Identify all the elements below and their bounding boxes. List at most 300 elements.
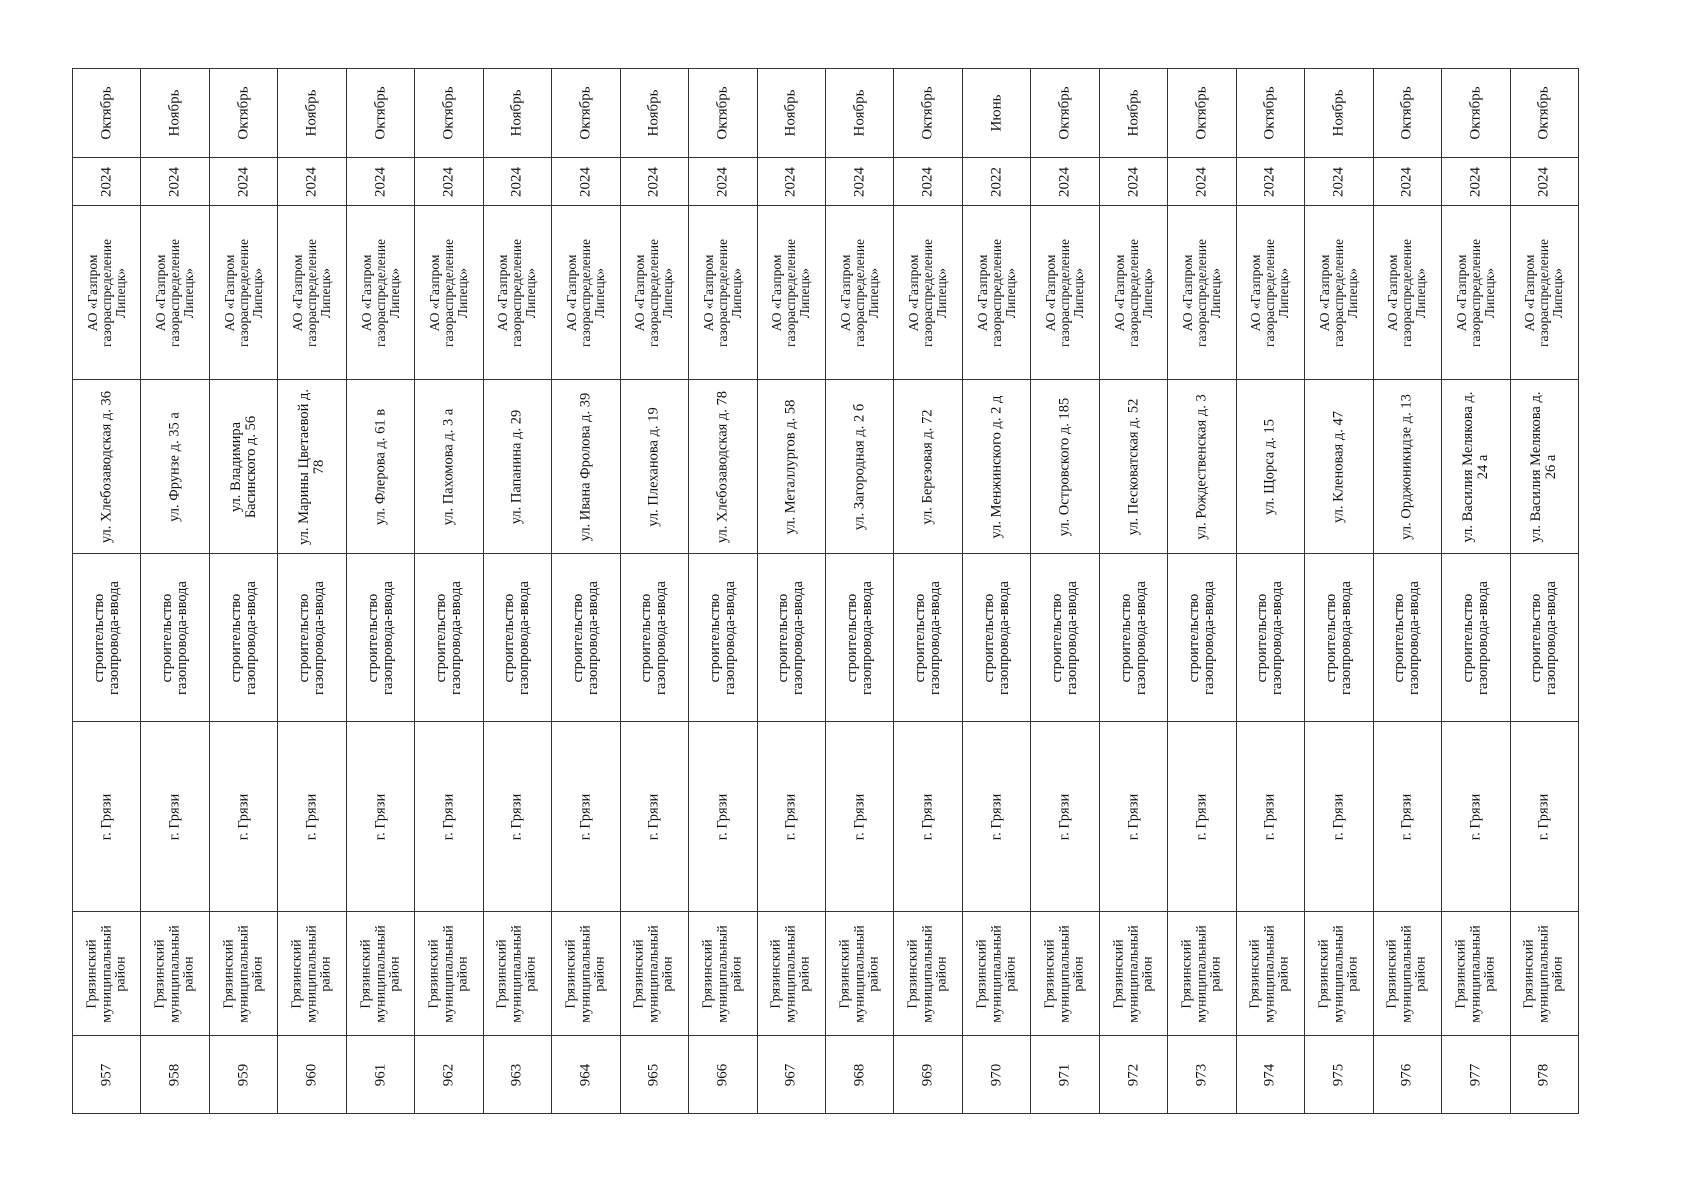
work-type-text: строительство газопровода-ввода bbox=[1049, 580, 1081, 695]
row-number-text: 964 bbox=[577, 1063, 594, 1086]
work-type-text: строительство газопровода-ввода bbox=[912, 580, 944, 695]
row-number-text: 958 bbox=[166, 1063, 183, 1086]
year-text: 2024 bbox=[782, 166, 799, 197]
address-text: ул. Песковатская д. 52 bbox=[1125, 398, 1142, 535]
organization-text: АО «Газпром газораспределение Липецк» bbox=[906, 238, 950, 347]
settlement-cell bbox=[1305, 722, 1372, 912]
row-number-text: 973 bbox=[1193, 1063, 1210, 1086]
year-cell bbox=[484, 158, 551, 206]
row-number-text: 971 bbox=[1056, 1063, 1073, 1086]
address-text: ул. Хлебозаводская д. 78 bbox=[714, 390, 731, 543]
address-text: ул. Плеханова д. 19 bbox=[645, 406, 662, 527]
year-cell bbox=[415, 158, 482, 206]
organization-cell bbox=[963, 206, 1030, 380]
work-type-cell bbox=[552, 554, 619, 722]
row-number-cell bbox=[963, 1036, 1030, 1114]
row-number-text: 959 bbox=[235, 1063, 252, 1086]
year-text: 2024 bbox=[508, 166, 525, 197]
month-cell bbox=[1374, 68, 1441, 158]
settlement-text: г. Грязи bbox=[440, 793, 457, 840]
address-text: ул. Фрунзе д. 35 а bbox=[166, 411, 183, 522]
district-text: Грязинский муниципальный район bbox=[1247, 924, 1292, 1023]
district-cell bbox=[552, 912, 619, 1036]
month-cell bbox=[73, 68, 140, 158]
year-cell bbox=[621, 158, 688, 206]
month-cell bbox=[415, 68, 482, 158]
address-text: ул. Хлебозаводская д. 36 bbox=[98, 390, 115, 543]
organization-cell bbox=[1100, 206, 1167, 380]
row-number-cell bbox=[621, 1036, 688, 1114]
address-text: ул. Щорса д. 15 bbox=[1261, 418, 1278, 515]
organization-cell bbox=[1237, 206, 1304, 380]
settlement-text: г. Грязи bbox=[235, 793, 252, 840]
row-number-cell bbox=[894, 1036, 961, 1114]
settlement-cell bbox=[1511, 722, 1578, 912]
organization-text: АО «Газпром газораспределение Липецк» bbox=[1316, 238, 1360, 347]
row-number-cell bbox=[1305, 1036, 1372, 1114]
address-cell bbox=[621, 380, 688, 554]
address-cell bbox=[1031, 380, 1098, 554]
year-cell bbox=[1374, 158, 1441, 206]
work-type-text: строительство газопровода-ввода bbox=[432, 580, 464, 695]
table-row bbox=[1031, 68, 1099, 1114]
month-cell bbox=[1168, 68, 1235, 158]
month-text: Октябрь bbox=[1467, 86, 1484, 140]
table-row bbox=[963, 68, 1031, 1114]
year-text: 2024 bbox=[1125, 166, 1142, 197]
table-row bbox=[1237, 68, 1305, 1114]
year-cell bbox=[278, 158, 345, 206]
work-type-text: строительство газопровода-ввода bbox=[706, 580, 738, 695]
month-cell bbox=[689, 68, 756, 158]
organization-cell bbox=[73, 206, 140, 380]
organization-cell bbox=[894, 206, 961, 380]
settlement-cell bbox=[826, 722, 893, 912]
year-text: 2024 bbox=[372, 166, 389, 197]
settlement-text: г. Грязи bbox=[508, 793, 525, 840]
organization-cell bbox=[347, 206, 414, 380]
year-text: 2022 bbox=[988, 166, 1005, 197]
year-cell bbox=[347, 158, 414, 206]
year-cell bbox=[689, 158, 756, 206]
work-type-text: строительство газопровода-ввода bbox=[1459, 580, 1491, 695]
organization-text: АО «Газпром газораспределение Липецк» bbox=[1248, 238, 1292, 347]
district-text: Грязинский муниципальный район bbox=[220, 924, 265, 1023]
address-text: ул. Василия Мелякова д. 26 а bbox=[1528, 391, 1560, 543]
organization-text: АО «Газпром газораспределение Липецк» bbox=[974, 238, 1018, 347]
organization-text: АО «Газпром газораспределение Липецк» bbox=[632, 238, 676, 347]
month-cell bbox=[963, 68, 1030, 158]
organization-cell bbox=[278, 206, 345, 380]
year-cell bbox=[141, 158, 208, 206]
year-text: 2024 bbox=[1056, 166, 1073, 197]
address-cell bbox=[689, 380, 756, 554]
month-text: Октябрь bbox=[235, 86, 252, 140]
work-type-cell bbox=[484, 554, 551, 722]
district-text: Грязинский муниципальный район bbox=[768, 924, 813, 1023]
settlement-text: г. Грязи bbox=[98, 793, 115, 840]
row-number-cell bbox=[758, 1036, 825, 1114]
year-text: 2024 bbox=[98, 166, 115, 197]
district-cell bbox=[415, 912, 482, 1036]
table-row bbox=[1511, 68, 1579, 1114]
address-cell bbox=[210, 380, 277, 554]
district-cell bbox=[1511, 912, 1578, 1036]
table-row bbox=[141, 68, 209, 1114]
settlement-cell bbox=[552, 722, 619, 912]
work-type-text: строительство газопровода-ввода bbox=[843, 580, 875, 695]
settlement-text: г. Грязи bbox=[1535, 793, 1552, 840]
table-row bbox=[1305, 68, 1373, 1114]
district-text: Грязинский муниципальный район bbox=[357, 924, 402, 1023]
district-cell bbox=[1031, 912, 1098, 1036]
year-text: 2024 bbox=[1467, 166, 1484, 197]
district-text: Грязинский муниципальный район bbox=[1316, 924, 1361, 1023]
district-text: Грязинский муниципальный район bbox=[700, 924, 745, 1023]
row-number-cell bbox=[1511, 1036, 1578, 1114]
settlement-text: г. Грязи bbox=[1330, 793, 1347, 840]
table-row bbox=[415, 68, 483, 1114]
row-number-text: 976 bbox=[1398, 1063, 1415, 1086]
district-text: Грязинский муниципальный район bbox=[289, 924, 334, 1023]
month-cell bbox=[1100, 68, 1167, 158]
work-type-text: строительство газопровода-ввода bbox=[296, 580, 328, 695]
work-type-text: строительство газопровода-ввода bbox=[1117, 580, 1149, 695]
address-cell bbox=[1511, 380, 1578, 554]
organization-text: АО «Газпром газораспределение Липецк» bbox=[1385, 238, 1429, 347]
work-type-cell bbox=[894, 554, 961, 722]
work-type-cell bbox=[278, 554, 345, 722]
settlement-cell bbox=[484, 722, 551, 912]
year-cell bbox=[1168, 158, 1235, 206]
month-cell bbox=[1031, 68, 1098, 158]
district-cell bbox=[621, 912, 688, 1036]
organization-text: АО «Газпром газораспределение Липецк» bbox=[153, 238, 197, 347]
address-cell bbox=[73, 380, 140, 554]
table-row bbox=[484, 68, 552, 1114]
address-cell bbox=[1237, 380, 1304, 554]
work-type-cell bbox=[621, 554, 688, 722]
row-number-cell bbox=[210, 1036, 277, 1114]
settlement-text: г. Грязи bbox=[577, 793, 594, 840]
year-text: 2024 bbox=[303, 166, 320, 197]
district-cell bbox=[758, 912, 825, 1036]
table-row bbox=[826, 68, 894, 1114]
row-number-text: 975 bbox=[1330, 1063, 1347, 1086]
settlement-text: г. Грязи bbox=[1261, 793, 1278, 840]
month-text: Ноябрь bbox=[1330, 89, 1347, 137]
organization-cell bbox=[210, 206, 277, 380]
district-cell bbox=[1168, 912, 1235, 1036]
organization-cell bbox=[1031, 206, 1098, 380]
work-type-cell bbox=[963, 554, 1030, 722]
district-cell bbox=[484, 912, 551, 1036]
row-number-cell bbox=[1100, 1036, 1167, 1114]
work-type-cell bbox=[689, 554, 756, 722]
settlement-cell bbox=[1100, 722, 1167, 912]
district-text: Грязинский муниципальный район bbox=[152, 924, 197, 1023]
row-number-cell bbox=[1168, 1036, 1235, 1114]
month-cell bbox=[141, 68, 208, 158]
month-cell bbox=[347, 68, 414, 158]
organization-cell bbox=[1511, 206, 1578, 380]
row-number-cell bbox=[1237, 1036, 1304, 1114]
month-cell bbox=[826, 68, 893, 158]
settlement-cell bbox=[621, 722, 688, 912]
year-text: 2024 bbox=[1535, 166, 1552, 197]
work-type-text: строительство газопровода-ввода bbox=[1254, 580, 1286, 695]
settlement-text: г. Грязи bbox=[372, 793, 389, 840]
month-text: Октябрь bbox=[919, 86, 936, 140]
month-cell bbox=[278, 68, 345, 158]
district-cell bbox=[1442, 912, 1509, 1036]
row-number-cell bbox=[415, 1036, 482, 1114]
row-number-cell bbox=[141, 1036, 208, 1114]
month-cell bbox=[758, 68, 825, 158]
district-cell bbox=[1237, 912, 1304, 1036]
organization-cell bbox=[621, 206, 688, 380]
address-cell bbox=[1305, 380, 1372, 554]
month-text: Ноябрь bbox=[782, 89, 799, 137]
work-type-text: строительство газопровода-ввода bbox=[90, 580, 122, 695]
district-cell bbox=[210, 912, 277, 1036]
month-text: Ноябрь bbox=[645, 89, 662, 137]
work-type-cell bbox=[826, 554, 893, 722]
year-cell bbox=[552, 158, 619, 206]
row-number-cell bbox=[826, 1036, 893, 1114]
district-text: Грязинский муниципальный район bbox=[1453, 924, 1498, 1023]
organization-cell bbox=[141, 206, 208, 380]
row-number-text: 966 bbox=[714, 1063, 731, 1086]
address-cell bbox=[1374, 380, 1441, 554]
address-text: ул. Кленовая д. 47 bbox=[1330, 410, 1347, 523]
work-type-cell bbox=[1168, 554, 1235, 722]
address-cell bbox=[278, 380, 345, 554]
row-number-text: 957 bbox=[98, 1063, 115, 1086]
organization-text: АО «Газпром газораспределение Липецк» bbox=[221, 238, 265, 347]
row-number-text: 962 bbox=[440, 1063, 457, 1086]
row-number-text: 965 bbox=[645, 1063, 662, 1086]
work-type-cell bbox=[1031, 554, 1098, 722]
organization-text: АО «Газпром газораспределение Липецк» bbox=[84, 238, 128, 347]
month-text: Октябрь bbox=[372, 86, 389, 140]
work-type-text: строительство газопровода-ввода bbox=[638, 580, 670, 695]
address-text: ул. Орджоникидзе д. 13 bbox=[1398, 393, 1415, 540]
district-cell bbox=[689, 912, 756, 1036]
district-text: Грязинский муниципальный район bbox=[1110, 924, 1155, 1023]
table-row bbox=[210, 68, 278, 1114]
address-cell bbox=[826, 380, 893, 554]
district-text: Грязинский муниципальный район bbox=[973, 924, 1018, 1023]
organization-cell bbox=[1442, 206, 1509, 380]
district-text: Грязинский муниципальный район bbox=[426, 924, 471, 1023]
year-cell bbox=[73, 158, 140, 206]
work-type-text: строительство газопровода-ввода bbox=[364, 580, 396, 695]
settlement-text: г. Грязи bbox=[1467, 793, 1484, 840]
row-number-text: 970 bbox=[988, 1063, 1005, 1086]
address-cell bbox=[415, 380, 482, 554]
work-type-text: строительство газопровода-ввода bbox=[569, 580, 601, 695]
district-cell bbox=[1100, 912, 1167, 1036]
organization-cell bbox=[689, 206, 756, 380]
district-cell bbox=[73, 912, 140, 1036]
organization-cell bbox=[415, 206, 482, 380]
row-number-cell bbox=[552, 1036, 619, 1114]
month-cell bbox=[1305, 68, 1372, 158]
year-text: 2024 bbox=[1193, 166, 1210, 197]
year-text: 2024 bbox=[919, 166, 936, 197]
row-number-cell bbox=[1442, 1036, 1509, 1114]
month-text: Ноябрь bbox=[166, 89, 183, 137]
settlement-text: г. Грязи bbox=[714, 793, 731, 840]
organization-text: АО «Газпром газораспределение Липецк» bbox=[426, 238, 470, 347]
year-text: 2024 bbox=[440, 166, 457, 197]
work-type-text: строительство газопровода-ввода bbox=[501, 580, 533, 695]
table-row bbox=[347, 68, 415, 1114]
address-text: ул. Рождественская д. 3 bbox=[1193, 393, 1210, 540]
address-text: ул. Марины Цветаевой д. 78 bbox=[296, 388, 328, 545]
settlement-cell bbox=[347, 722, 414, 912]
month-text: Октябрь bbox=[714, 86, 731, 140]
row-number-cell bbox=[689, 1036, 756, 1114]
row-number-text: 972 bbox=[1125, 1063, 1142, 1086]
organization-text: АО «Газпром газораспределение Липецк» bbox=[563, 238, 607, 347]
year-text: 2024 bbox=[166, 166, 183, 197]
year-text: 2024 bbox=[1398, 166, 1415, 197]
month-text: Октябрь bbox=[1261, 86, 1278, 140]
table-row bbox=[1100, 68, 1168, 1114]
organization-text: АО «Газпром газораспределение Липецк» bbox=[358, 238, 402, 347]
work-type-cell bbox=[141, 554, 208, 722]
settlement-cell bbox=[1031, 722, 1098, 912]
settlement-text: г. Грязи bbox=[782, 793, 799, 840]
month-text: Октябрь bbox=[1535, 86, 1552, 140]
address-cell bbox=[552, 380, 619, 554]
organization-text: АО «Газпром газораспределение Липецк» bbox=[1179, 238, 1223, 347]
year-cell bbox=[894, 158, 961, 206]
month-cell bbox=[552, 68, 619, 158]
address-text: ул. Флерова д. 61 в bbox=[372, 408, 389, 525]
work-type-text: строительство газопровода-ввода bbox=[159, 580, 191, 695]
month-text: Октябрь bbox=[440, 86, 457, 140]
month-cell bbox=[1237, 68, 1304, 158]
settlement-cell bbox=[1237, 722, 1304, 912]
settlement-text: г. Грязи bbox=[1056, 793, 1073, 840]
district-cell bbox=[141, 912, 208, 1036]
settlement-cell bbox=[758, 722, 825, 912]
work-type-cell bbox=[347, 554, 414, 722]
year-cell bbox=[758, 158, 825, 206]
district-text: Грязинский муниципальный район bbox=[1521, 924, 1566, 1023]
district-text: Грязинский муниципальный район bbox=[905, 924, 950, 1023]
settlement-text: г. Грязи bbox=[919, 793, 936, 840]
organization-cell bbox=[484, 206, 551, 380]
district-text: Грязинский муниципальный район bbox=[1179, 924, 1224, 1023]
year-text: 2024 bbox=[235, 166, 252, 197]
month-cell bbox=[1511, 68, 1578, 158]
table-row bbox=[621, 68, 689, 1114]
table-row bbox=[1168, 68, 1236, 1114]
year-text: 2024 bbox=[714, 166, 731, 197]
table-row bbox=[894, 68, 962, 1114]
year-cell bbox=[210, 158, 277, 206]
month-cell bbox=[210, 68, 277, 158]
month-text: Октябрь bbox=[98, 86, 115, 140]
month-cell bbox=[621, 68, 688, 158]
work-type-cell bbox=[73, 554, 140, 722]
address-text: ул. Василия Мелякова д. 24 а bbox=[1459, 391, 1491, 543]
row-number-text: 968 bbox=[851, 1063, 868, 1086]
address-cell bbox=[758, 380, 825, 554]
month-cell bbox=[484, 68, 551, 158]
work-type-cell bbox=[210, 554, 277, 722]
work-type-cell bbox=[1374, 554, 1441, 722]
work-type-cell bbox=[1305, 554, 1372, 722]
address-text: ул. Владимира Басинского д. 56 bbox=[227, 415, 259, 518]
settlement-cell bbox=[210, 722, 277, 912]
table-row bbox=[552, 68, 620, 1114]
table-row bbox=[278, 68, 346, 1114]
table-row bbox=[758, 68, 826, 1114]
work-type-text: строительство газопровода-ввода bbox=[1391, 580, 1423, 695]
month-text: Ноябрь bbox=[508, 89, 525, 137]
district-cell bbox=[347, 912, 414, 1036]
year-text: 2024 bbox=[1330, 166, 1347, 197]
settlement-text: г. Грязи bbox=[1125, 793, 1142, 840]
district-text: Грязинский муниципальный район bbox=[494, 924, 539, 1023]
district-cell bbox=[1305, 912, 1372, 1036]
district-cell bbox=[826, 912, 893, 1036]
year-cell bbox=[1031, 158, 1098, 206]
address-text: ул. Загородная д. 2 б bbox=[851, 403, 868, 530]
work-type-cell bbox=[1511, 554, 1578, 722]
organization-cell bbox=[1374, 206, 1441, 380]
address-cell bbox=[1442, 380, 1509, 554]
work-type-text: строительство газопровода-ввода bbox=[1322, 580, 1354, 695]
district-text: Грязинский муниципальный район bbox=[1384, 924, 1429, 1023]
settlement-cell bbox=[689, 722, 756, 912]
address-cell bbox=[963, 380, 1030, 554]
settlement-cell bbox=[1442, 722, 1509, 912]
month-text: Ноябрь bbox=[303, 89, 320, 137]
address-cell bbox=[141, 380, 208, 554]
address-text: ул. Березовая д. 72 bbox=[919, 408, 936, 525]
district-cell bbox=[1374, 912, 1441, 1036]
gas-connection-table bbox=[72, 68, 1579, 1114]
year-text: 2024 bbox=[851, 166, 868, 197]
organization-text: АО «Газпром газораспределение Липецк» bbox=[1522, 238, 1566, 347]
month-text: Июнь bbox=[988, 94, 1005, 132]
row-number-cell bbox=[1374, 1036, 1441, 1114]
organization-cell bbox=[758, 206, 825, 380]
address-cell bbox=[1168, 380, 1235, 554]
organization-cell bbox=[826, 206, 893, 380]
year-text: 2024 bbox=[645, 166, 662, 197]
row-number-text: 969 bbox=[919, 1063, 936, 1086]
district-text: Грязинский муниципальный район bbox=[83, 924, 128, 1023]
organization-cell bbox=[552, 206, 619, 380]
organization-cell bbox=[1168, 206, 1235, 380]
district-text: Грязинский муниципальный район bbox=[563, 924, 608, 1023]
settlement-cell bbox=[278, 722, 345, 912]
organization-text: АО «Газпром газораспределение Липецк» bbox=[769, 238, 813, 347]
address-text: ул. Менжинского д. 2 д bbox=[988, 395, 1005, 538]
organization-text: АО «Газпром газораспределение Липецк» bbox=[1111, 238, 1155, 347]
address-text: ул. Папанина д. 29 bbox=[508, 409, 525, 524]
settlement-text: г. Грязи bbox=[851, 793, 868, 840]
organization-cell bbox=[1305, 206, 1372, 380]
row-number-cell bbox=[278, 1036, 345, 1114]
